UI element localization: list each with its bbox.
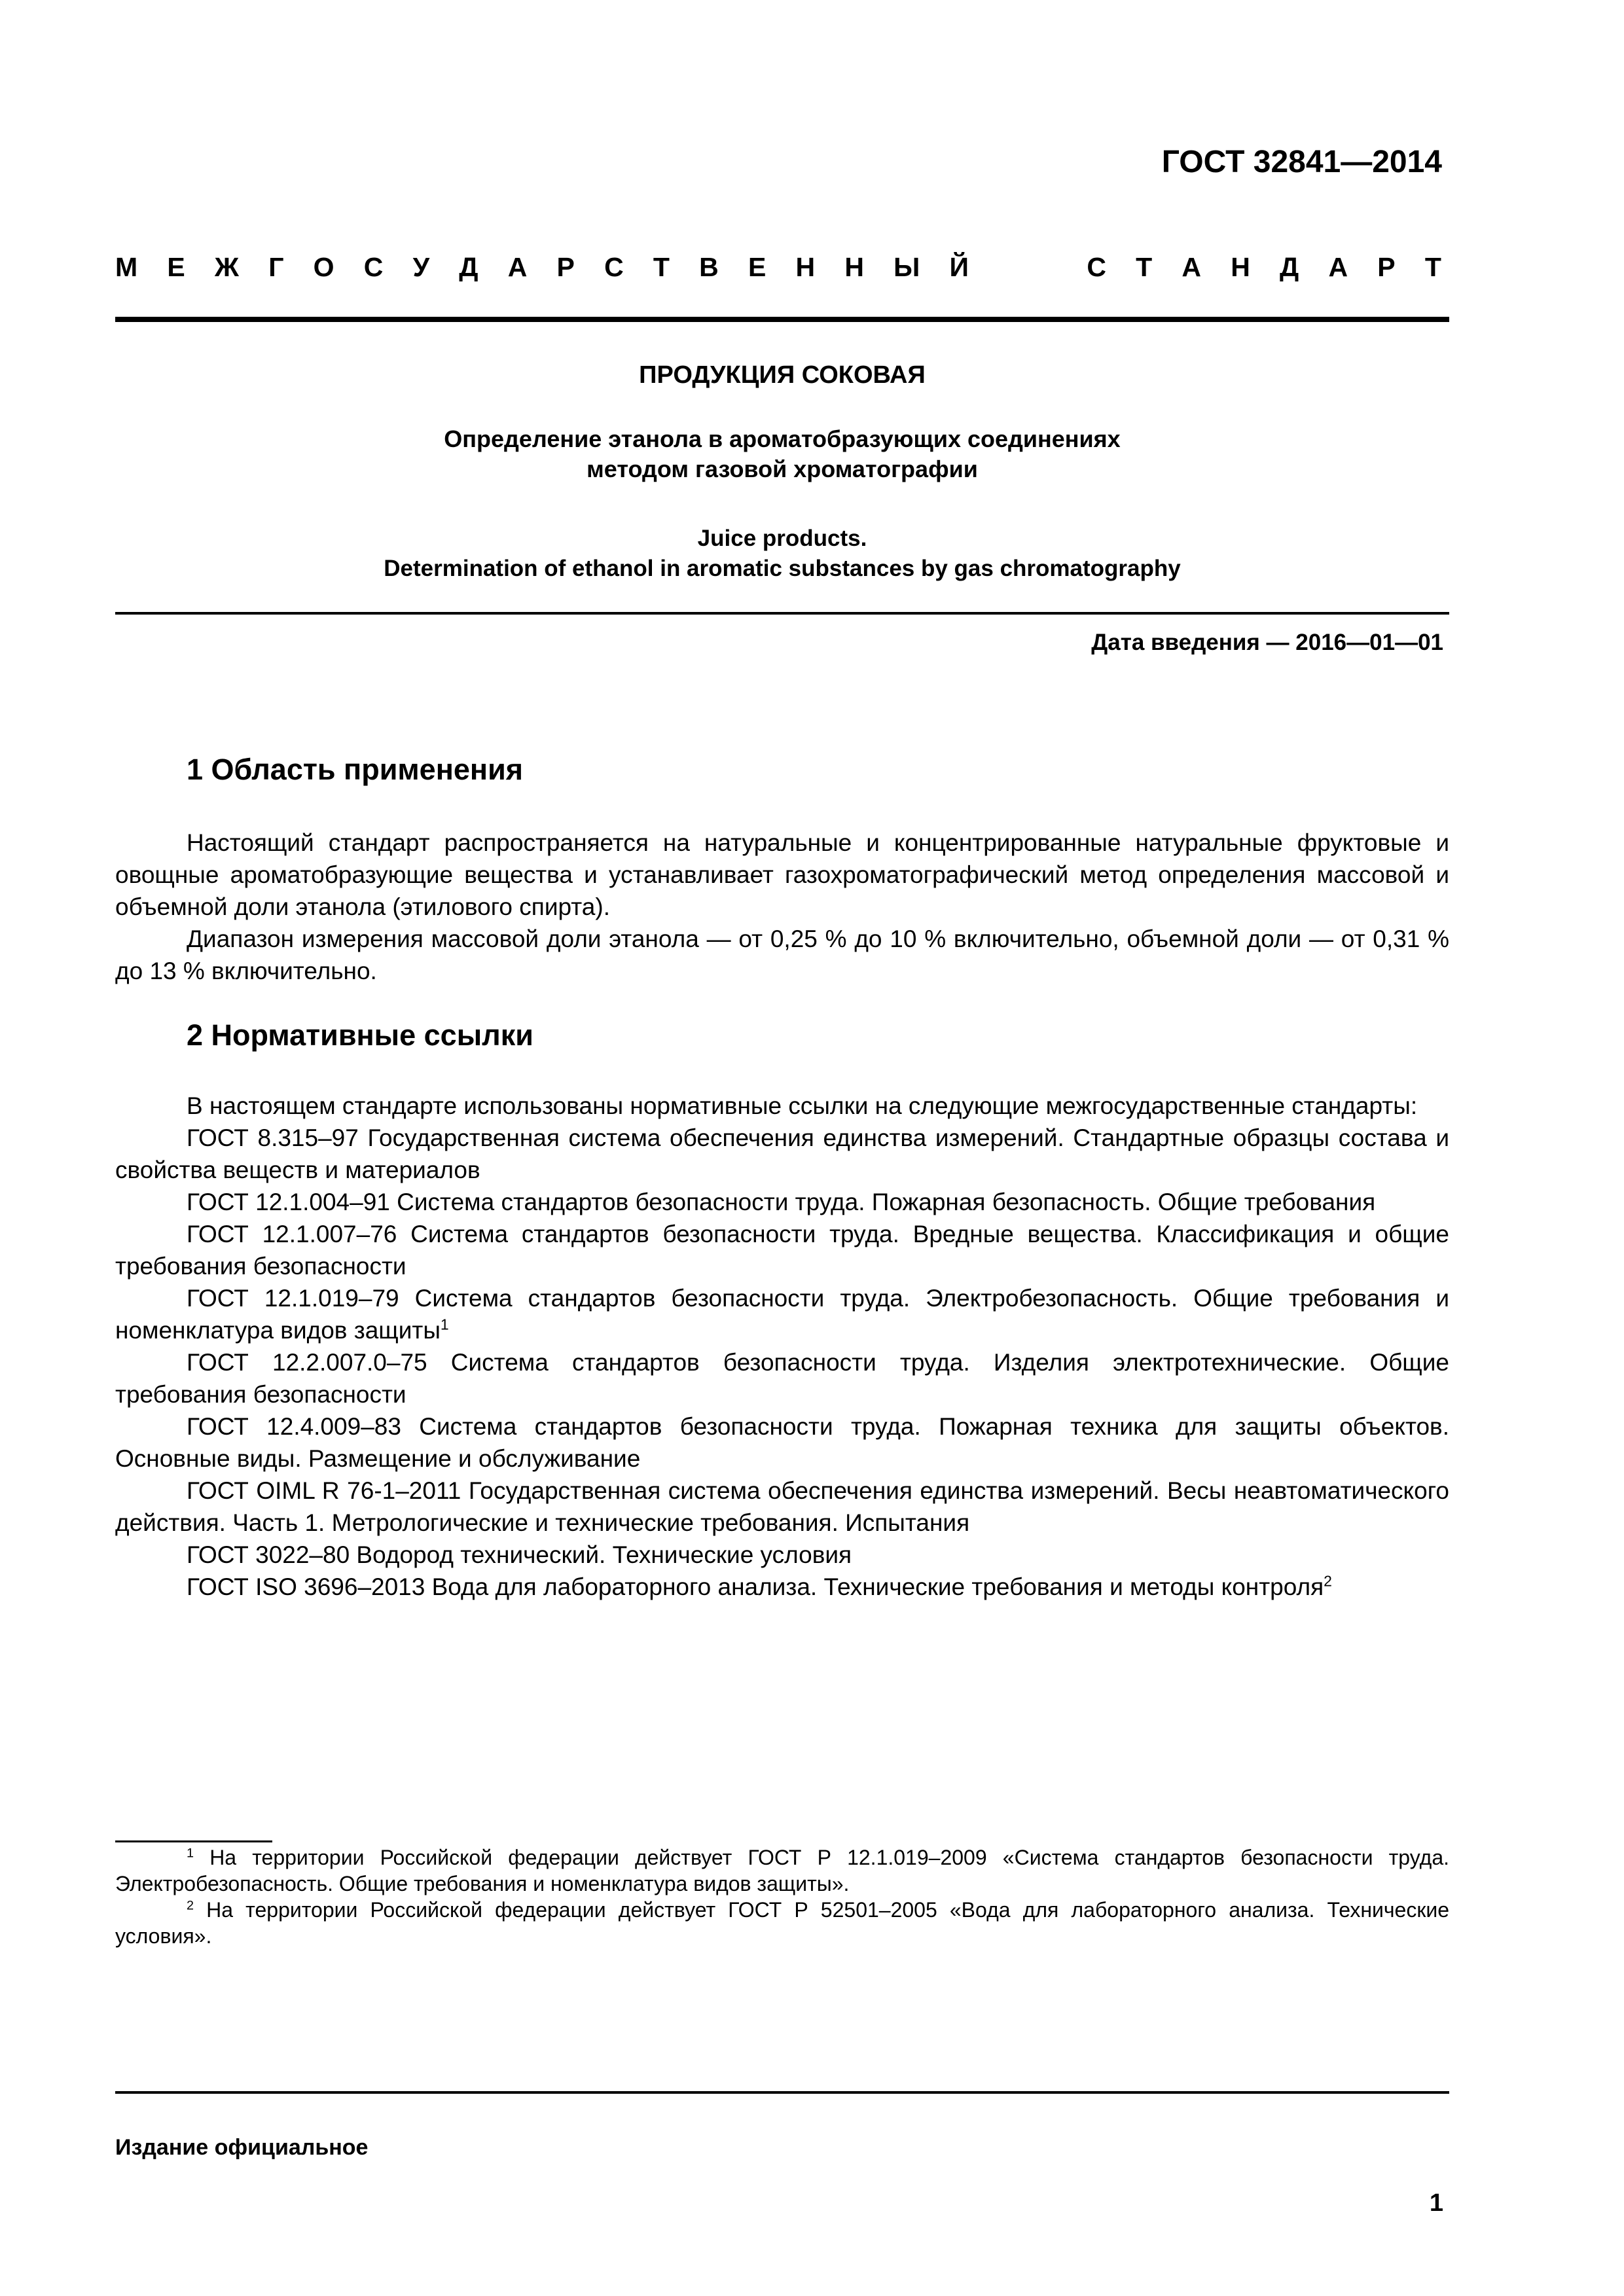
banner-letter: С [604, 252, 624, 282]
reference-text: ГОСТ ISO 3696–2013 Вода для лабораторного анализа. Технические требования и методы контроля [187, 1573, 1324, 1600]
document-subtitle [115, 424, 1449, 484]
reference-item: ГОСТ 12.4.009–83 Система стандартов безопасности труда. Пожарная техника для защиты объектов. Основные виды. Размещение и обслуживание [115, 1413, 1449, 1472]
banner-letter: Н [1231, 252, 1250, 282]
reference-item: ГОСТ 12.1.007–76 Система стандартов безопасности труда. Вредные вещества. Классификация и общие требования безопасности [115, 1221, 1449, 1280]
footnote-mark: 2 [187, 1898, 194, 1913]
document-title: ПРОДУКЦИЯ СОКОВАЯ [639, 361, 926, 389]
english-title-line: Juice products. [697, 526, 867, 551]
banner-letter: Р [556, 252, 575, 282]
banner-letter: Е [748, 252, 767, 282]
banner-letter: Ы [893, 252, 920, 282]
introduction-date: Дата введения — 2016—01—01 [1091, 630, 1443, 655]
paragraph: Диапазон измерения массовой доли этанола — от 0,25 % до 10 % включительно, объемной доли — от 0,31 % до 13 % включительно. [115, 925, 1449, 984]
footnote-marker: 1 [440, 1316, 449, 1333]
banner-letter: О [313, 252, 334, 282]
banner-letter: Н [844, 252, 864, 282]
banner-letter: Г [268, 252, 284, 282]
banner-letter: Т [1136, 252, 1153, 282]
banner-letter: Д [1280, 252, 1299, 282]
banner-letter: Ж [214, 252, 239, 282]
reference-item: ГОСТ 3022–80 Водород технический. Технические условия [187, 1541, 852, 1568]
banner-letter: А [1328, 252, 1348, 282]
footnote-marker: 2 [1324, 1572, 1332, 1590]
footnote [115, 1897, 1449, 1949]
banner-letter: Е [167, 252, 185, 282]
reference-item: ГОСТ OIML R 76-1–2011 Государственная система обеспечения единства измерений. Весы неавтоматического действия. Часть 1. Метрологические и технические требования. Испытания [115, 1477, 1449, 1536]
interstate-standard-banner [115, 252, 1441, 283]
section-scope-body [115, 827, 1449, 987]
banner-letter: М [115, 252, 138, 282]
banner-letter: С [363, 252, 384, 282]
section-heading-scope: 1 Область применения [187, 753, 524, 786]
title-divider [115, 612, 1449, 615]
official-edition-label: Издание официальное [115, 2135, 369, 2160]
banner-letter: Т [653, 252, 670, 282]
reference-item: ГОСТ 8.315–97 Государственная система обеспечения единства измерений. Стандартные образцы состава и свойства веществ и материалов [115, 1124, 1449, 1183]
footnote-mark: 1 [187, 1846, 194, 1861]
subtitle-line: методом газовой хроматографии [586, 456, 978, 482]
footnote-separator [115, 1840, 272, 1842]
header-divider [115, 317, 1449, 322]
banner-letter: Д [459, 252, 478, 282]
section-heading-references: 2 Нормативные ссылки [187, 1018, 533, 1052]
banner-letter: У [412, 252, 430, 282]
subtitle-line: Определение этанола в ароматобразующих соединениях [444, 425, 1121, 452]
footnotes [115, 1844, 1449, 1949]
banner-gap [998, 252, 1057, 283]
paragraph: Настоящий стандарт распространяется на натуральные и концентрированные натуральные фруктовые и овощные ароматобразующие вещества и устанавливает газохроматографический метод определения массовой и объемной доли этанола (этилового спирта). [115, 829, 1449, 920]
banner-letter: Н [795, 252, 816, 282]
banner-letter: Т [1424, 252, 1441, 282]
banner-letter: С [1087, 252, 1106, 282]
banner-letter: А [1182, 252, 1202, 282]
banner-letter: В [699, 252, 719, 282]
page-number: 1 [1429, 2189, 1443, 2217]
reference-item: ГОСТ 12.2.007.0–75 Система стандартов безопасности труда. Изделия электротехнические. Общие требования безопасности [115, 1349, 1449, 1408]
paragraph: В настоящем стандарте использованы нормативные ссылки на следующие межгосударственные стандарты: [187, 1092, 1418, 1119]
reference-item [115, 1571, 1449, 1603]
banner-letter: Р [1377, 252, 1396, 282]
banner-letter: Й [949, 252, 969, 282]
english-title-line: Determination of ethanol in aromatic substances by gas chromatography [384, 556, 1181, 581]
document-code: ГОСТ 32841—2014 [1161, 145, 1442, 179]
footer-divider [115, 2091, 1449, 2094]
reference-item: ГОСТ 12.1.004–91 Система стандартов безопасности труда. Пожарная безопасность. Общие требования [187, 1189, 1376, 1215]
section-references-body [115, 1090, 1449, 1603]
footnote [115, 1844, 1449, 1897]
english-title [115, 524, 1449, 584]
footnote-text: На территории Российской федерации действует ГОСТ Р 12.1.019–2009 «Система стандартов безопасности труда. Электробезопасность. Общие требования и номенклатура видов защиты». [115, 1846, 1450, 1895]
reference-text: ГОСТ 12.1.019–79 Система стандартов безопасности труда. Электробезопасность. Общие требования и номенклатура видов защиты [115, 1285, 1449, 1344]
banner-letter: А [507, 252, 528, 282]
footnote-text: На территории Российской федерации действует ГОСТ Р 52501–2005 «Вода для лабораторного анализа. Технические условия». [115, 1898, 1450, 1948]
reference-item [115, 1282, 1449, 1346]
